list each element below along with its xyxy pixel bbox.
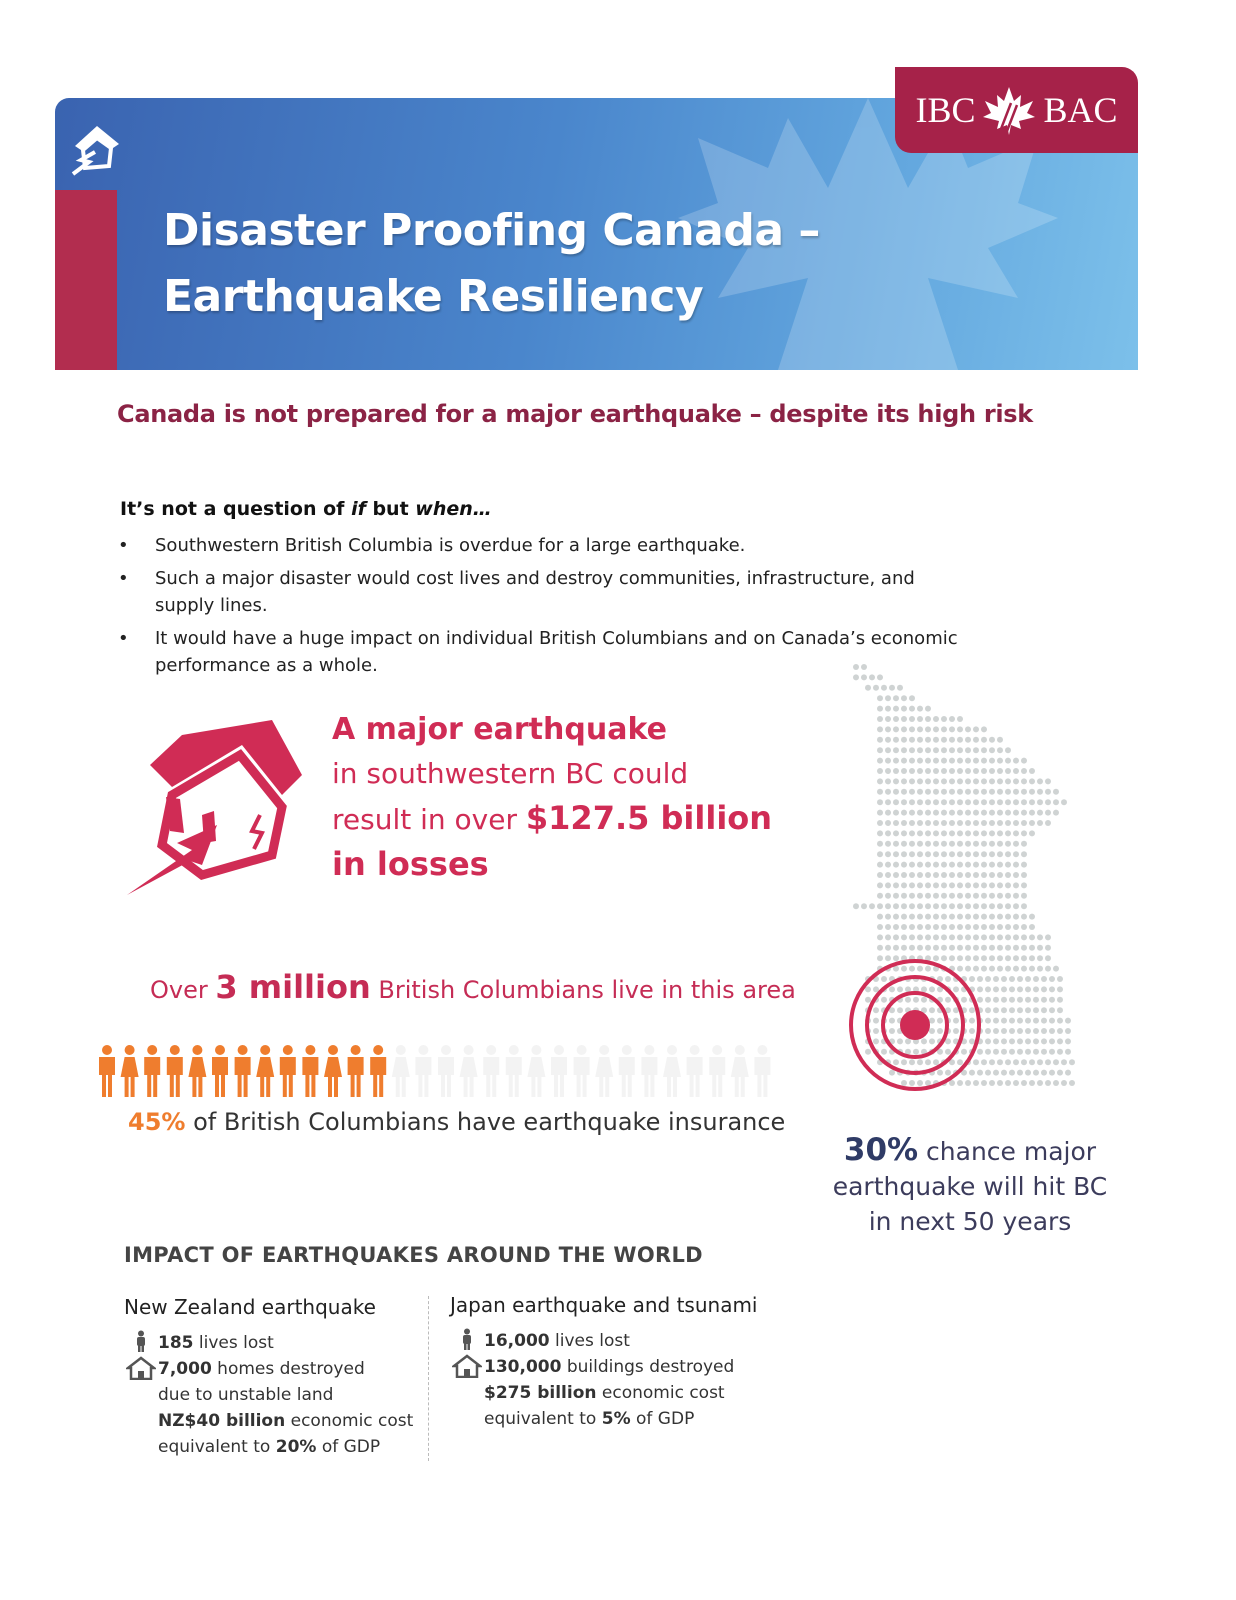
jp-lives-num: 16,000 bbox=[484, 1331, 550, 1351]
column-divider bbox=[428, 1296, 429, 1461]
person-figure bbox=[731, 1045, 749, 1097]
maple-leaf-icon bbox=[981, 85, 1037, 135]
pop-value: 3 million bbox=[215, 968, 371, 1006]
lead-when: when… bbox=[415, 498, 492, 520]
nz-cost-num: NZ$40 billion bbox=[158, 1411, 286, 1431]
jp-buildings-row bbox=[450, 1354, 770, 1380]
person-figure bbox=[551, 1045, 567, 1097]
person-figure bbox=[235, 1045, 251, 1097]
logo-text-right: BAC bbox=[1043, 90, 1118, 130]
person-figure bbox=[392, 1045, 410, 1097]
nz-cost-row bbox=[124, 1408, 424, 1434]
house-icon bbox=[124, 1356, 158, 1380]
bullet-item: • Southwestern British Columbia is overdue for a large earthquake. bbox=[118, 532, 978, 559]
person-figure bbox=[415, 1045, 431, 1097]
nz-lives-txt: lives lost bbox=[193, 1333, 274, 1353]
loss-line-1: A major earthquake bbox=[332, 712, 667, 747]
nz-gdp-row bbox=[124, 1434, 424, 1460]
damaged-house-icon-large bbox=[122, 715, 312, 905]
nz-gdp-num: 20% bbox=[275, 1437, 317, 1457]
population-people-pictogram bbox=[95, 1043, 775, 1101]
damaged-house-icon bbox=[67, 116, 127, 178]
world-impact-heading: IMPACT OF EARTHQUAKES AROUND THE WORLD bbox=[124, 1243, 703, 1267]
person-figure bbox=[709, 1045, 725, 1097]
jp-title: Japan earthquake and tsunami bbox=[450, 1293, 758, 1317]
nz-column bbox=[124, 1294, 424, 1460]
person-figure bbox=[324, 1045, 342, 1097]
bullet-item: • Such a major disaster would cost lives and destroy communities, infrastructure, and supply lines. bbox=[118, 565, 978, 619]
person-figure bbox=[574, 1045, 590, 1097]
nz-gdp-a: equivalent to bbox=[158, 1437, 276, 1457]
nz-lives-num: 185 bbox=[158, 1333, 194, 1353]
population-statement bbox=[150, 968, 796, 1006]
chance-line-3: in next 50 years bbox=[868, 1207, 1072, 1236]
house-icon bbox=[450, 1354, 484, 1378]
intro-lead bbox=[120, 498, 492, 520]
lead-if: if bbox=[351, 498, 366, 520]
logo-text-left: IBC bbox=[915, 90, 976, 130]
person-icon bbox=[124, 1330, 158, 1352]
jp-bld-txt: buildings destroyed bbox=[561, 1357, 735, 1377]
person-figure bbox=[348, 1045, 364, 1097]
person-figure bbox=[302, 1045, 318, 1097]
person-figure bbox=[280, 1045, 296, 1097]
person-figure bbox=[121, 1045, 139, 1097]
person-figure bbox=[438, 1045, 454, 1097]
jp-cost-txt: economic cost bbox=[596, 1383, 725, 1403]
person-figure bbox=[506, 1045, 522, 1097]
nz-gdp-b: of GDP bbox=[316, 1437, 381, 1457]
nz-homes-num: 7,000 bbox=[158, 1359, 212, 1379]
person-figure bbox=[370, 1045, 386, 1097]
person-figure bbox=[167, 1045, 183, 1097]
person-figure bbox=[99, 1045, 115, 1097]
lead-part-b: but bbox=[365, 498, 416, 520]
ibc-bac-logo bbox=[895, 67, 1138, 153]
jp-lives-row bbox=[450, 1328, 770, 1354]
chance-text-1: chance major bbox=[918, 1137, 1097, 1166]
person-figure bbox=[687, 1045, 703, 1097]
insurance-pct: 45% bbox=[128, 1108, 186, 1136]
title-line-2: Earthquake Resiliency bbox=[163, 271, 704, 322]
earthquake-chance bbox=[830, 1133, 1110, 1239]
pop-post: British Columbians live in this area bbox=[370, 976, 796, 1004]
person-figure bbox=[527, 1045, 545, 1097]
person-figure bbox=[144, 1045, 160, 1097]
nz-homes-txt2: due to unstable land bbox=[158, 1385, 334, 1405]
nz-title: New Zealand earthquake bbox=[124, 1295, 376, 1319]
person-icon bbox=[450, 1328, 484, 1350]
japan-column bbox=[450, 1292, 770, 1432]
title-line-1: Disaster Proofing Canada – bbox=[163, 205, 820, 256]
nz-homes-row bbox=[124, 1356, 424, 1408]
loss-amount: $127.5 billion bbox=[525, 799, 773, 837]
person-figure bbox=[256, 1045, 274, 1097]
nz-lives-row bbox=[124, 1330, 424, 1356]
pop-pre: Over bbox=[150, 976, 216, 1004]
lead-part-a: It’s not a question of bbox=[120, 498, 352, 520]
person-figure bbox=[483, 1045, 499, 1097]
insurance-text: of British Columbians have earthquake insurance bbox=[185, 1108, 786, 1136]
chance-pct: 30% bbox=[843, 1132, 919, 1168]
chance-line-2: earthquake will hit BC bbox=[832, 1172, 1108, 1201]
jp-gdp-row bbox=[450, 1406, 770, 1432]
loss-statement bbox=[332, 708, 772, 886]
jp-cost-row bbox=[450, 1380, 770, 1406]
person-figure bbox=[619, 1045, 635, 1097]
person-figure bbox=[460, 1045, 478, 1097]
bc-dot-map bbox=[820, 655, 1090, 1100]
jp-bld-num: 130,000 bbox=[484, 1357, 562, 1377]
nz-homes-txt: homes destroyed bbox=[211, 1359, 365, 1379]
nz-cost-txt: economic cost bbox=[285, 1411, 414, 1431]
jp-cost-num: $275 billion bbox=[484, 1383, 597, 1403]
person-figure bbox=[212, 1045, 228, 1097]
jp-gdp-a: equivalent to bbox=[484, 1409, 602, 1429]
chance-line-1 bbox=[830, 1133, 1110, 1169]
loss-line-2: in southwestern BC could bbox=[332, 757, 689, 790]
jp-gdp-num: 5% bbox=[601, 1409, 631, 1429]
loss-line-3a: result in over bbox=[332, 803, 526, 836]
jp-gdp-b: of GDP bbox=[630, 1409, 695, 1429]
banner-red-stripe bbox=[55, 190, 117, 370]
person-figure bbox=[595, 1045, 613, 1097]
page-title bbox=[163, 198, 820, 330]
person-figure bbox=[754, 1045, 770, 1097]
person-figure bbox=[663, 1045, 681, 1097]
loss-line-4: in losses bbox=[332, 845, 489, 883]
subtitle: Canada is not prepared for a major earthquake – despite its high risk bbox=[117, 400, 1033, 428]
person-figure bbox=[188, 1045, 206, 1097]
person-figure bbox=[641, 1045, 657, 1097]
bullet-item: • It would have a huge impact on individual British Columbians and on Canada’s economic performance as a whole. bbox=[118, 625, 978, 679]
jp-lives-txt: lives lost bbox=[549, 1331, 630, 1351]
loss-line-3 bbox=[332, 796, 772, 842]
insurance-statement bbox=[128, 1108, 785, 1136]
